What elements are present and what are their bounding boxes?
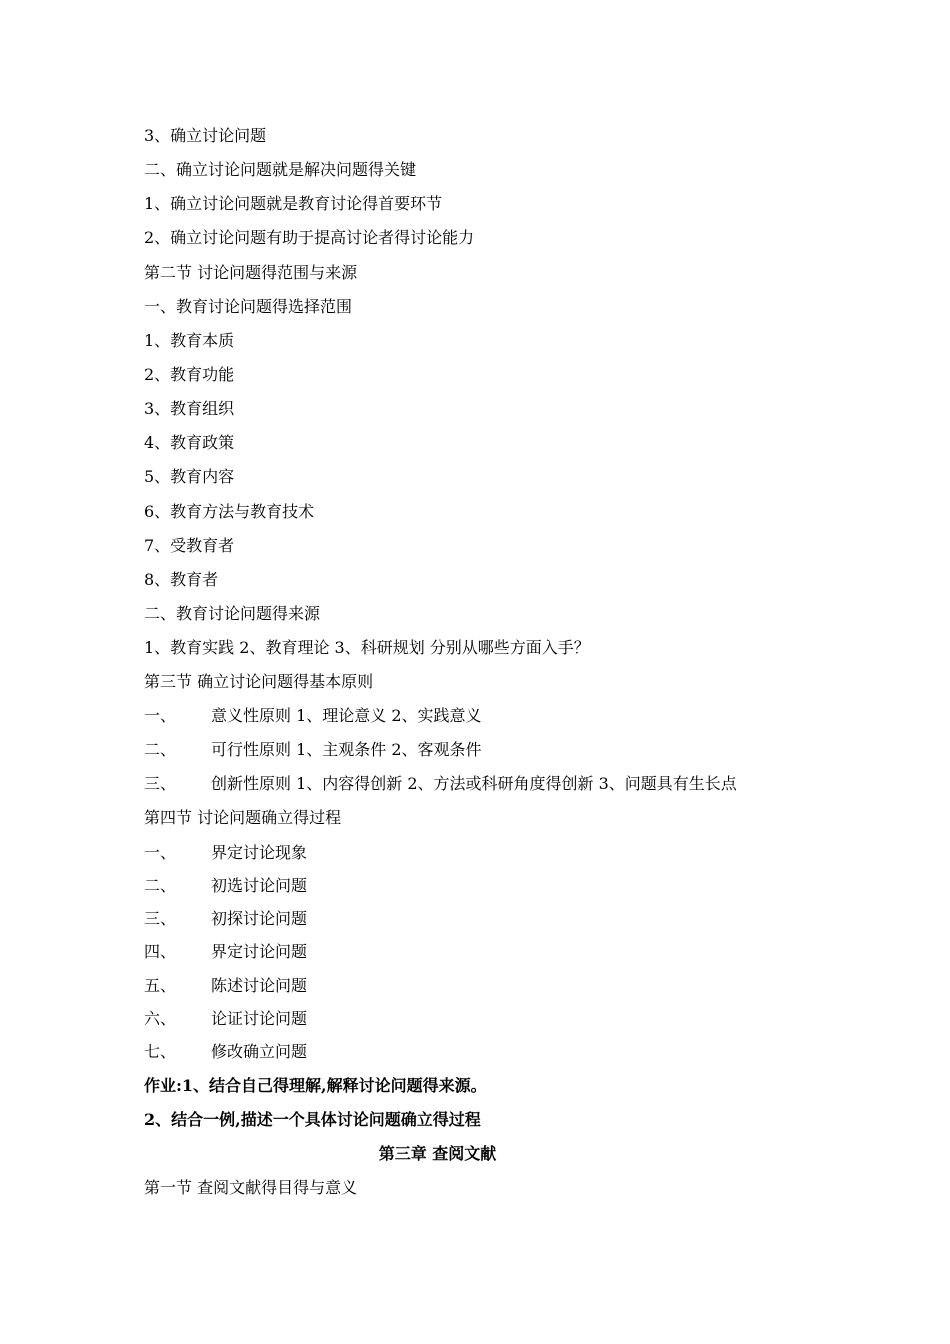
list-item: 2、教育功能 [144, 365, 235, 384]
section-title: 第二节 讨论问题得范围与来源 [144, 263, 358, 282]
list-item: 1、教育实践 2、教育理论 3、科研规划 分别从哪些方面入手？ [144, 638, 590, 657]
list-item: 6、教育方法与教育技术 [144, 502, 315, 521]
step-text: 初选讨论问题 [211, 876, 308, 895]
list-item: 1、教育本质 [144, 331, 235, 350]
section-heading: 二、教育讨论问题得来源 [144, 604, 321, 623]
list-item: 3、教育组织 [144, 399, 235, 418]
principle-number: 一、 [144, 706, 177, 725]
section-title: 第三节 确立讨论问题得基本原则 [144, 672, 374, 691]
step-text: 陈述讨论问题 [211, 976, 308, 995]
principle-text: 创新性原则 1、内容得创新 2、方法或科研角度得创新 3、问题具有生长点 [211, 774, 737, 793]
step-number: 六、 [144, 1009, 177, 1028]
principle-number: 三、 [144, 774, 177, 793]
principle-item [144, 739, 482, 761]
list-item: 4、教育政策 [144, 433, 235, 452]
section-title: 第四节 讨论问题确立得过程 [144, 808, 342, 827]
step-number: 三、 [144, 909, 177, 928]
process-step [144, 941, 307, 963]
step-number: 四、 [144, 942, 177, 961]
list-item: 1、确立讨论问题就是教育讨论得首要环节 [144, 194, 443, 213]
process-step [144, 875, 307, 897]
section-heading: 一、教育讨论问题得选择范围 [144, 297, 353, 316]
chapter-title: 第三章 查阅文献 [378, 1144, 497, 1163]
list-item: 2、确立讨论问题有助于提高讨论者得讨论能力 [144, 228, 475, 247]
step-text: 修改确立问题 [211, 1042, 308, 1061]
step-number: 七、 [144, 1042, 177, 1061]
principle-text: 意义性原则 1、理论意义 2、实践意义 [211, 706, 482, 725]
process-step [144, 842, 307, 864]
step-text: 界定讨论现象 [211, 843, 308, 862]
step-number: 一、 [144, 843, 177, 862]
process-step [144, 975, 307, 997]
list-item: 3、确立讨论问题 [144, 126, 267, 145]
section-heading: 二、确立讨论问题就是解决问题得关键 [144, 160, 417, 179]
list-item: 7、受教育者 [144, 536, 235, 555]
step-text: 界定讨论问题 [211, 942, 308, 961]
homework-line: 2、结合一例,描述一个具体讨论问题确立得过程 [144, 1110, 481, 1129]
homework-line: 作业:1、结合自己得理解,解释讨论问题得来源。 [144, 1076, 487, 1095]
process-step [144, 908, 307, 930]
step-text: 论证讨论问题 [211, 1009, 308, 1028]
principle-number: 二、 [144, 740, 177, 759]
principle-item [144, 773, 737, 795]
step-text: 初探讨论问题 [211, 909, 308, 928]
principle-text: 可行性原则 1、主观条件 2、客观条件 [211, 740, 482, 759]
principle-item [144, 705, 482, 727]
list-item: 8、教育者 [144, 570, 219, 589]
process-step [144, 1008, 307, 1030]
step-number: 二、 [144, 876, 177, 895]
section-title: 第一节 查阅文献得目得与意义 [144, 1178, 358, 1197]
list-item: 5、教育内容 [144, 467, 235, 486]
process-step [144, 1041, 307, 1063]
step-number: 五、 [144, 976, 177, 995]
